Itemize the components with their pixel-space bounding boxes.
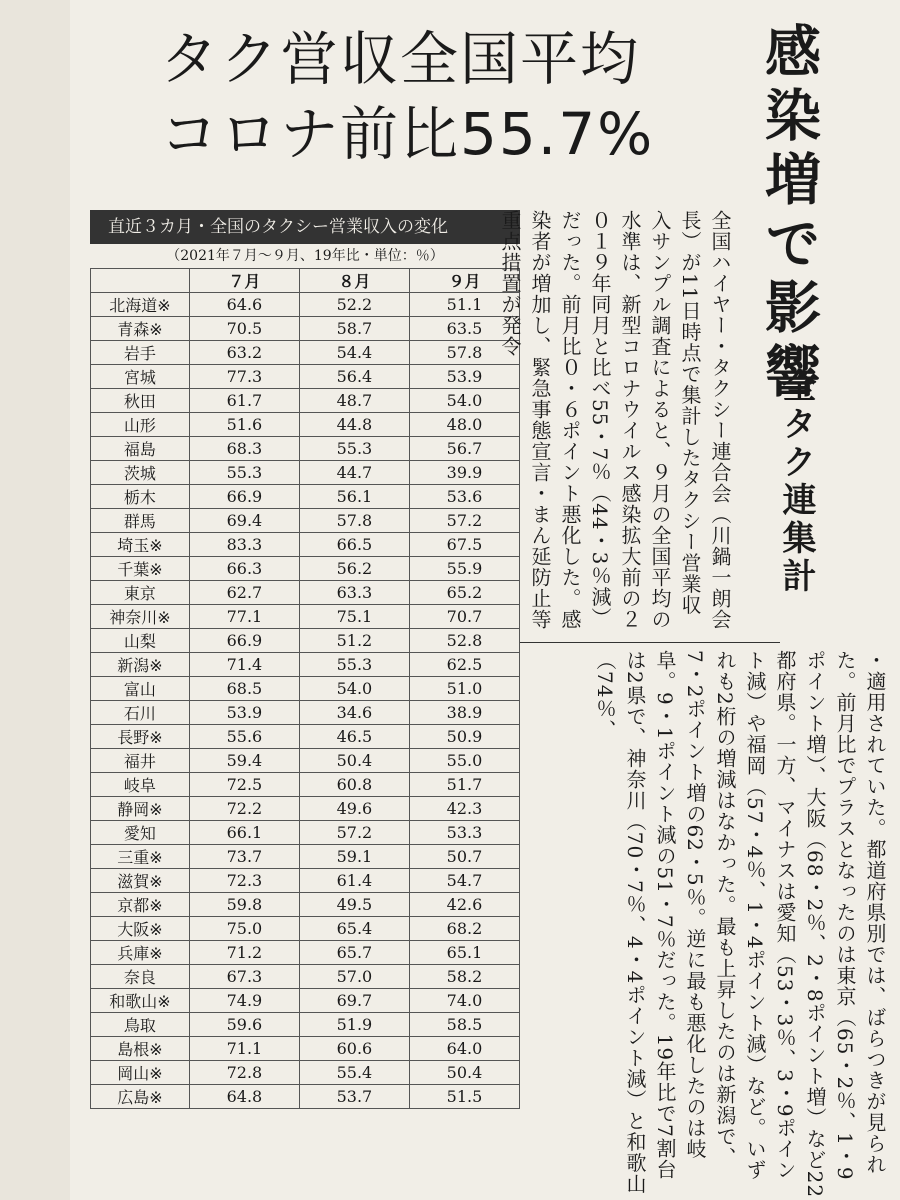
table-note: （2021年７月〜９月、19年比・単位：％） [166, 248, 444, 264]
prefecture-cell: 福井 [91, 749, 190, 773]
prefecture-cell: 大阪※ [91, 917, 190, 941]
prefecture-cell: 岐阜 [91, 773, 190, 797]
table-row [91, 629, 520, 653]
prefecture-cell: 埼玉※ [91, 533, 190, 557]
value-cell: 68.2 [409, 917, 519, 941]
prefecture-cell: 千葉※ [91, 557, 190, 581]
prefecture-cell: 青森※ [91, 317, 190, 341]
value-cell: 52.8 [409, 629, 519, 653]
value-cell: 69.4 [189, 509, 299, 533]
value-cell: 55.9 [409, 557, 519, 581]
prefecture-cell: 秋田 [91, 389, 190, 413]
value-cell: 54.4 [299, 341, 409, 365]
table-row [91, 701, 520, 725]
value-cell: 53.6 [409, 485, 519, 509]
value-cell: 63.5 [409, 317, 519, 341]
prefecture-cell: 富山 [91, 677, 190, 701]
prefecture-cell: 鳥取 [91, 1013, 190, 1037]
value-cell: 68.3 [189, 437, 299, 461]
value-cell: 55.3 [189, 461, 299, 485]
value-cell: 71.4 [189, 653, 299, 677]
value-cell: 72.3 [189, 869, 299, 893]
value-cell: 56.7 [409, 437, 519, 461]
value-cell: 51.5 [409, 1085, 519, 1109]
table-row [91, 581, 520, 605]
value-cell: 64.8 [189, 1085, 299, 1109]
prefecture-cell: 福島 [91, 437, 190, 461]
value-cell: 61.4 [299, 869, 409, 893]
value-cell: 42.3 [409, 797, 519, 821]
table-row [91, 917, 520, 941]
value-cell: 65.1 [409, 941, 519, 965]
table-row [91, 557, 520, 581]
value-cell: 60.6 [299, 1037, 409, 1061]
prefecture-cell: 滋賀※ [91, 869, 190, 893]
value-cell: 75.0 [189, 917, 299, 941]
article-text-top: 全国ハイヤー・タクシー連合会（川鍋一朗会長）が11日時点で集計したタクシー営業収入サンプル調査によると、９月の全国平均の水準は、新型コロナウイルス感染拡大前の２０１９年同月と比べ55・7％（44・3％減）だった。前月比０・６ポイント悪化した。感染者が増加し、緊急事態宣言・まん延防止等重点措置が発令 [498, 210, 732, 630]
value-cell: 53.9 [189, 701, 299, 725]
table-header-row [91, 269, 520, 293]
value-cell: 72.8 [189, 1061, 299, 1085]
value-cell: 51.9 [299, 1013, 409, 1037]
value-cell: 50.4 [409, 1061, 519, 1085]
value-cell: 59.6 [189, 1013, 299, 1037]
value-cell: 72.2 [189, 797, 299, 821]
prefecture-cell: 三重※ [91, 845, 190, 869]
value-cell: 55.4 [299, 1061, 409, 1085]
value-cell: 57.8 [409, 341, 519, 365]
value-cell: 71.1 [189, 1037, 299, 1061]
table-row [91, 293, 520, 317]
value-cell: 66.3 [189, 557, 299, 581]
value-cell: 60.8 [299, 773, 409, 797]
value-cell: 54.7 [409, 869, 519, 893]
value-cell: 59.4 [189, 749, 299, 773]
table-row [91, 725, 520, 749]
value-cell: 56.1 [299, 485, 409, 509]
value-cell: 71.2 [189, 941, 299, 965]
value-cell: 68.5 [189, 677, 299, 701]
value-cell: 54.0 [299, 677, 409, 701]
value-cell: 65.7 [299, 941, 409, 965]
table-row [91, 341, 520, 365]
prefecture-cell: 山梨 [91, 629, 190, 653]
value-cell: 49.6 [299, 797, 409, 821]
value-cell: 64.6 [189, 293, 299, 317]
value-cell: 75.1 [299, 605, 409, 629]
headline-line-2: コロナ前比55.7% [160, 100, 655, 168]
value-cell: 69.7 [299, 989, 409, 1013]
prefecture-cell: 群馬 [91, 509, 190, 533]
table-row [91, 845, 520, 869]
table-row [91, 797, 520, 821]
column-header: ７月 [189, 269, 299, 293]
value-cell: 48.7 [299, 389, 409, 413]
table-row [91, 509, 520, 533]
prefecture-cell: 奈良 [91, 965, 190, 989]
value-cell: 58.7 [299, 317, 409, 341]
value-cell: 77.3 [189, 365, 299, 389]
article-divider [520, 642, 780, 643]
table-row [91, 461, 520, 485]
prefecture-cell: 広島※ [91, 1085, 190, 1109]
value-cell: 42.6 [409, 893, 519, 917]
value-cell: 51.2 [299, 629, 409, 653]
prefecture-cell: 北海道※ [91, 293, 190, 317]
side-headline-sub: 全タク連集計 [776, 368, 816, 596]
prefecture-cell: 岡山※ [91, 1061, 190, 1085]
value-cell: 67.5 [409, 533, 519, 557]
value-cell: 50.9 [409, 725, 519, 749]
table-row [91, 893, 520, 917]
value-cell: 67.3 [189, 965, 299, 989]
table-title: 直近３カ月・全国のタクシー営業収入の変化 [90, 210, 520, 244]
value-cell: 70.5 [189, 317, 299, 341]
value-cell: 52.2 [299, 293, 409, 317]
revenue-table [90, 268, 520, 1109]
table-row [91, 413, 520, 437]
value-cell: 53.7 [299, 1085, 409, 1109]
table-row [91, 1013, 520, 1037]
value-cell: 66.9 [189, 485, 299, 509]
value-cell: 49.5 [299, 893, 409, 917]
prefecture-cell: 神奈川※ [91, 605, 190, 629]
prefecture-cell: 栃木 [91, 485, 190, 509]
prefecture-cell: 愛知 [91, 821, 190, 845]
value-cell: 44.7 [299, 461, 409, 485]
value-cell: 44.8 [299, 413, 409, 437]
value-cell: 46.5 [299, 725, 409, 749]
prefecture-cell: 茨城 [91, 461, 190, 485]
value-cell: 57.0 [299, 965, 409, 989]
value-cell: 51.6 [189, 413, 299, 437]
value-cell: 50.4 [299, 749, 409, 773]
article-text-middle: ・適用されていた。都道府県別では、ばらつきが見られた。前月比でプラスとなったのは東京（65・2％、1・9ポイント増）、大阪（68・2％、2・8ポイント増）など22都府県。一方、マイナスは愛知（53・3％、3・9ポイント減）や福岡（57・4％、1・4ポイント減）など。いずれも2桁の増減はなかった。最も上昇したのは新潟で、7・2ポイント増の62・5％。逆に最も悪化したのは岐阜。9・1ポイント減の51・7％だった。19年比で7割台は2県で、神奈川（70・7％、4・4ポイント減）と和歌山（74％、 [593, 650, 887, 1199]
table-row [91, 941, 520, 965]
value-cell: 51.1 [409, 293, 519, 317]
headline-line-1: タク営収全国平均 [160, 25, 641, 93]
value-cell: 83.3 [189, 533, 299, 557]
revenue-table-block [90, 200, 520, 1109]
table-row [91, 773, 520, 797]
value-cell: 34.6 [299, 701, 409, 725]
prefecture-cell: 石川 [91, 701, 190, 725]
value-cell: 53.9 [409, 365, 519, 389]
value-cell: 58.5 [409, 1013, 519, 1037]
value-cell: 77.1 [189, 605, 299, 629]
value-cell: 63.3 [299, 581, 409, 605]
value-cell: 39.9 [409, 461, 519, 485]
table-row [91, 365, 520, 389]
value-cell: 62.7 [189, 581, 299, 605]
value-cell: 61.7 [189, 389, 299, 413]
table-row [91, 965, 520, 989]
value-cell: 70.7 [409, 605, 519, 629]
value-cell: 66.1 [189, 821, 299, 845]
table-row [91, 677, 520, 701]
prefecture-cell: 新潟※ [91, 653, 190, 677]
prefecture-cell: 東京 [91, 581, 190, 605]
column-header [91, 269, 190, 293]
value-cell: 38.9 [409, 701, 519, 725]
value-cell: 57.2 [299, 821, 409, 845]
table-row [91, 869, 520, 893]
value-cell: 53.3 [409, 821, 519, 845]
table-row [91, 653, 520, 677]
table-row [91, 317, 520, 341]
value-cell: 74.9 [189, 989, 299, 1013]
table-row [91, 1061, 520, 1085]
value-cell: 50.7 [409, 845, 519, 869]
value-cell: 65.2 [409, 581, 519, 605]
prefecture-cell: 宮城 [91, 365, 190, 389]
value-cell: 66.9 [189, 629, 299, 653]
value-cell: 74.0 [409, 989, 519, 1013]
table-row [91, 1085, 520, 1109]
table-row [91, 533, 520, 557]
prefecture-cell: 兵庫※ [91, 941, 190, 965]
value-cell: 56.4 [299, 365, 409, 389]
prefecture-cell: 静岡※ [91, 797, 190, 821]
value-cell: 55.0 [409, 749, 519, 773]
value-cell: 57.8 [299, 509, 409, 533]
table-row [91, 605, 520, 629]
value-cell: 59.1 [299, 845, 409, 869]
value-cell: 72.5 [189, 773, 299, 797]
value-cell: 56.2 [299, 557, 409, 581]
value-cell: 73.7 [189, 845, 299, 869]
table-row [91, 437, 520, 461]
table-body [91, 293, 520, 1109]
column-header: ８月 [299, 269, 409, 293]
prefecture-cell: 山形 [91, 413, 190, 437]
prefecture-cell: 岩手 [91, 341, 190, 365]
value-cell: 58.2 [409, 965, 519, 989]
table-row [91, 989, 520, 1013]
value-cell: 55.3 [299, 437, 409, 461]
prefecture-cell: 島根※ [91, 1037, 190, 1061]
table-row [91, 485, 520, 509]
value-cell: 54.0 [409, 389, 519, 413]
value-cell: 59.8 [189, 893, 299, 917]
value-cell: 51.7 [409, 773, 519, 797]
table-row [91, 1037, 520, 1061]
value-cell: 48.0 [409, 413, 519, 437]
value-cell: 62.5 [409, 653, 519, 677]
table-row [91, 389, 520, 413]
table-row [91, 821, 520, 845]
value-cell: 55.3 [299, 653, 409, 677]
prefecture-cell: 長野※ [91, 725, 190, 749]
value-cell: 51.0 [409, 677, 519, 701]
value-cell: 57.2 [409, 509, 519, 533]
prefecture-cell: 京都※ [91, 893, 190, 917]
value-cell: 65.4 [299, 917, 409, 941]
table-row [91, 749, 520, 773]
value-cell: 66.5 [299, 533, 409, 557]
side-headline-main: 感染増で影響 [756, 22, 821, 406]
prefecture-cell: 和歌山※ [91, 989, 190, 1013]
value-cell: 63.2 [189, 341, 299, 365]
value-cell: 55.6 [189, 725, 299, 749]
column-header: ９月 [409, 269, 519, 293]
value-cell: 64.0 [409, 1037, 519, 1061]
